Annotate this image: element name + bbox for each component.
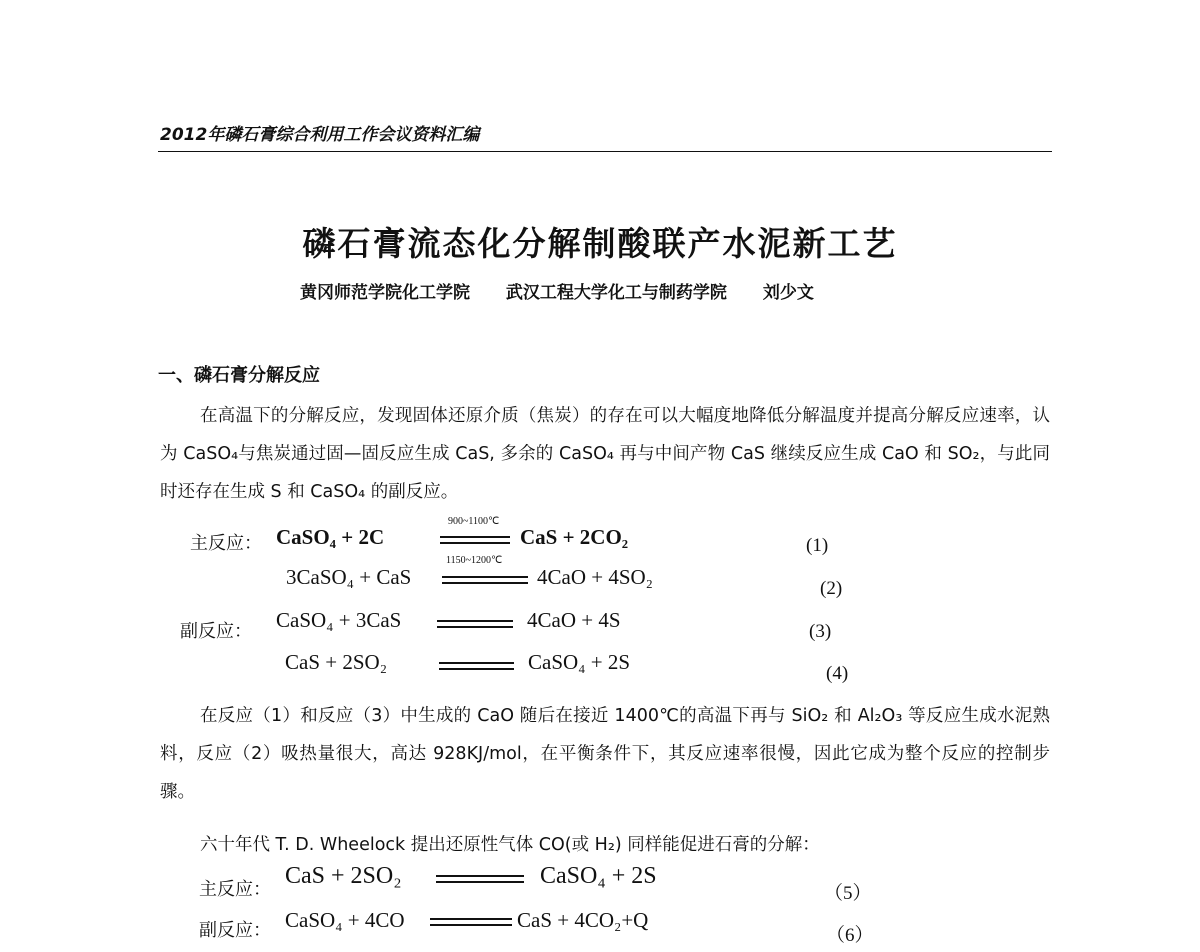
eq2-condition: 1150~1200℃ — [446, 555, 503, 566]
eq1-equals — [440, 536, 510, 544]
eq3-left: CaSO₄ + 3CaS — [276, 608, 402, 632]
paragraph-3: 六十年代 T. D. Wheelock 提出还原性气体 CO(或 H₂) 同样能促进石膏的分解： — [200, 835, 820, 855]
side-reaction-label: 副反应： — [180, 621, 252, 642]
side-reaction-label-2: 副反应： — [199, 920, 271, 941]
eq2-right: 4CaO + 4SO₂ — [537, 565, 654, 589]
eq1-left: CaSO₄ + 2C — [276, 525, 385, 549]
eq6-number: （6） — [826, 925, 874, 946]
eq6-equals — [430, 918, 512, 926]
eq4-number: (4) — [826, 663, 849, 684]
paragraph-2: 在反应（1）和反应（3）中生成的 CaO 随后在接近 1400℃的高温下再与 SiO₂ 和 Al₂O₃ 等反应生成水泥熟料，反应（2）吸热量很大，高达 928KJ/mol，在平衡条件下，其反应速率很慢，因此它成为整个反应的控制步骤。 — [160, 706, 1050, 802]
section-heading: 一、磷石膏分解反应 — [158, 365, 320, 386]
eq6-right: CaS + 4CO₂+Q — [517, 908, 649, 932]
eq5-number: （5） — [824, 883, 872, 904]
eq4-equals — [439, 662, 514, 670]
eq3-right: 4CaO + 4S — [527, 608, 621, 632]
affiliation-1: 黄冈师范学院化工学院 — [300, 283, 470, 303]
affiliation-2: 武汉工程大学化工与制药学院 — [505, 283, 727, 303]
eq4-left: CaS + 2SO₂ — [285, 650, 388, 674]
eq6-left: CaSO₄ + 4CO — [285, 908, 405, 932]
eq5-right: CaSO₄ + 2S — [540, 863, 657, 889]
running-header: 2012年磷石膏综合利用工作会议资料汇编 — [160, 125, 480, 145]
eq5-equals — [436, 875, 524, 883]
main-reaction-label-2: 主反应： — [199, 879, 271, 900]
eq2-equals — [442, 576, 528, 584]
eq1-condition: 900~1100℃ — [448, 516, 500, 527]
paragraph-1: 在高温下的分解反应，发现固体还原介质（焦炭）的存在可以大幅度地降低分解温度并提高分解反应速率，认为 CaSO₄与焦炭通过固—固反应生成 CaS, 多余的 CaSO₄ 再与中间产物 CaS 继续反应生成 CaO 和 SO₂，与此同时还存在生成 S 和 CaSO₄ 的副反应。 — [160, 406, 1050, 502]
author-line — [300, 278, 844, 303]
author-name: 刘少文 — [762, 283, 814, 303]
eq5-left: CaS + 2SO₂ — [285, 863, 402, 889]
eq2-number: (2) — [820, 578, 843, 599]
eq1-number: (1) — [806, 535, 829, 556]
eq3-equals — [437, 620, 513, 628]
main-reaction-label: 主反应： — [190, 533, 262, 554]
header-rule — [158, 151, 1052, 152]
eq4-right: CaSO₄ + 2S — [528, 650, 631, 674]
eq1-right: CaS + 2CO₂ — [520, 525, 629, 549]
eq3-number: (3) — [809, 621, 832, 642]
paper-title: 磷石膏流态化分解制酸联产水泥新工艺 — [302, 224, 898, 263]
eq2-left: 3CaSO₄ + CaS — [286, 565, 412, 589]
